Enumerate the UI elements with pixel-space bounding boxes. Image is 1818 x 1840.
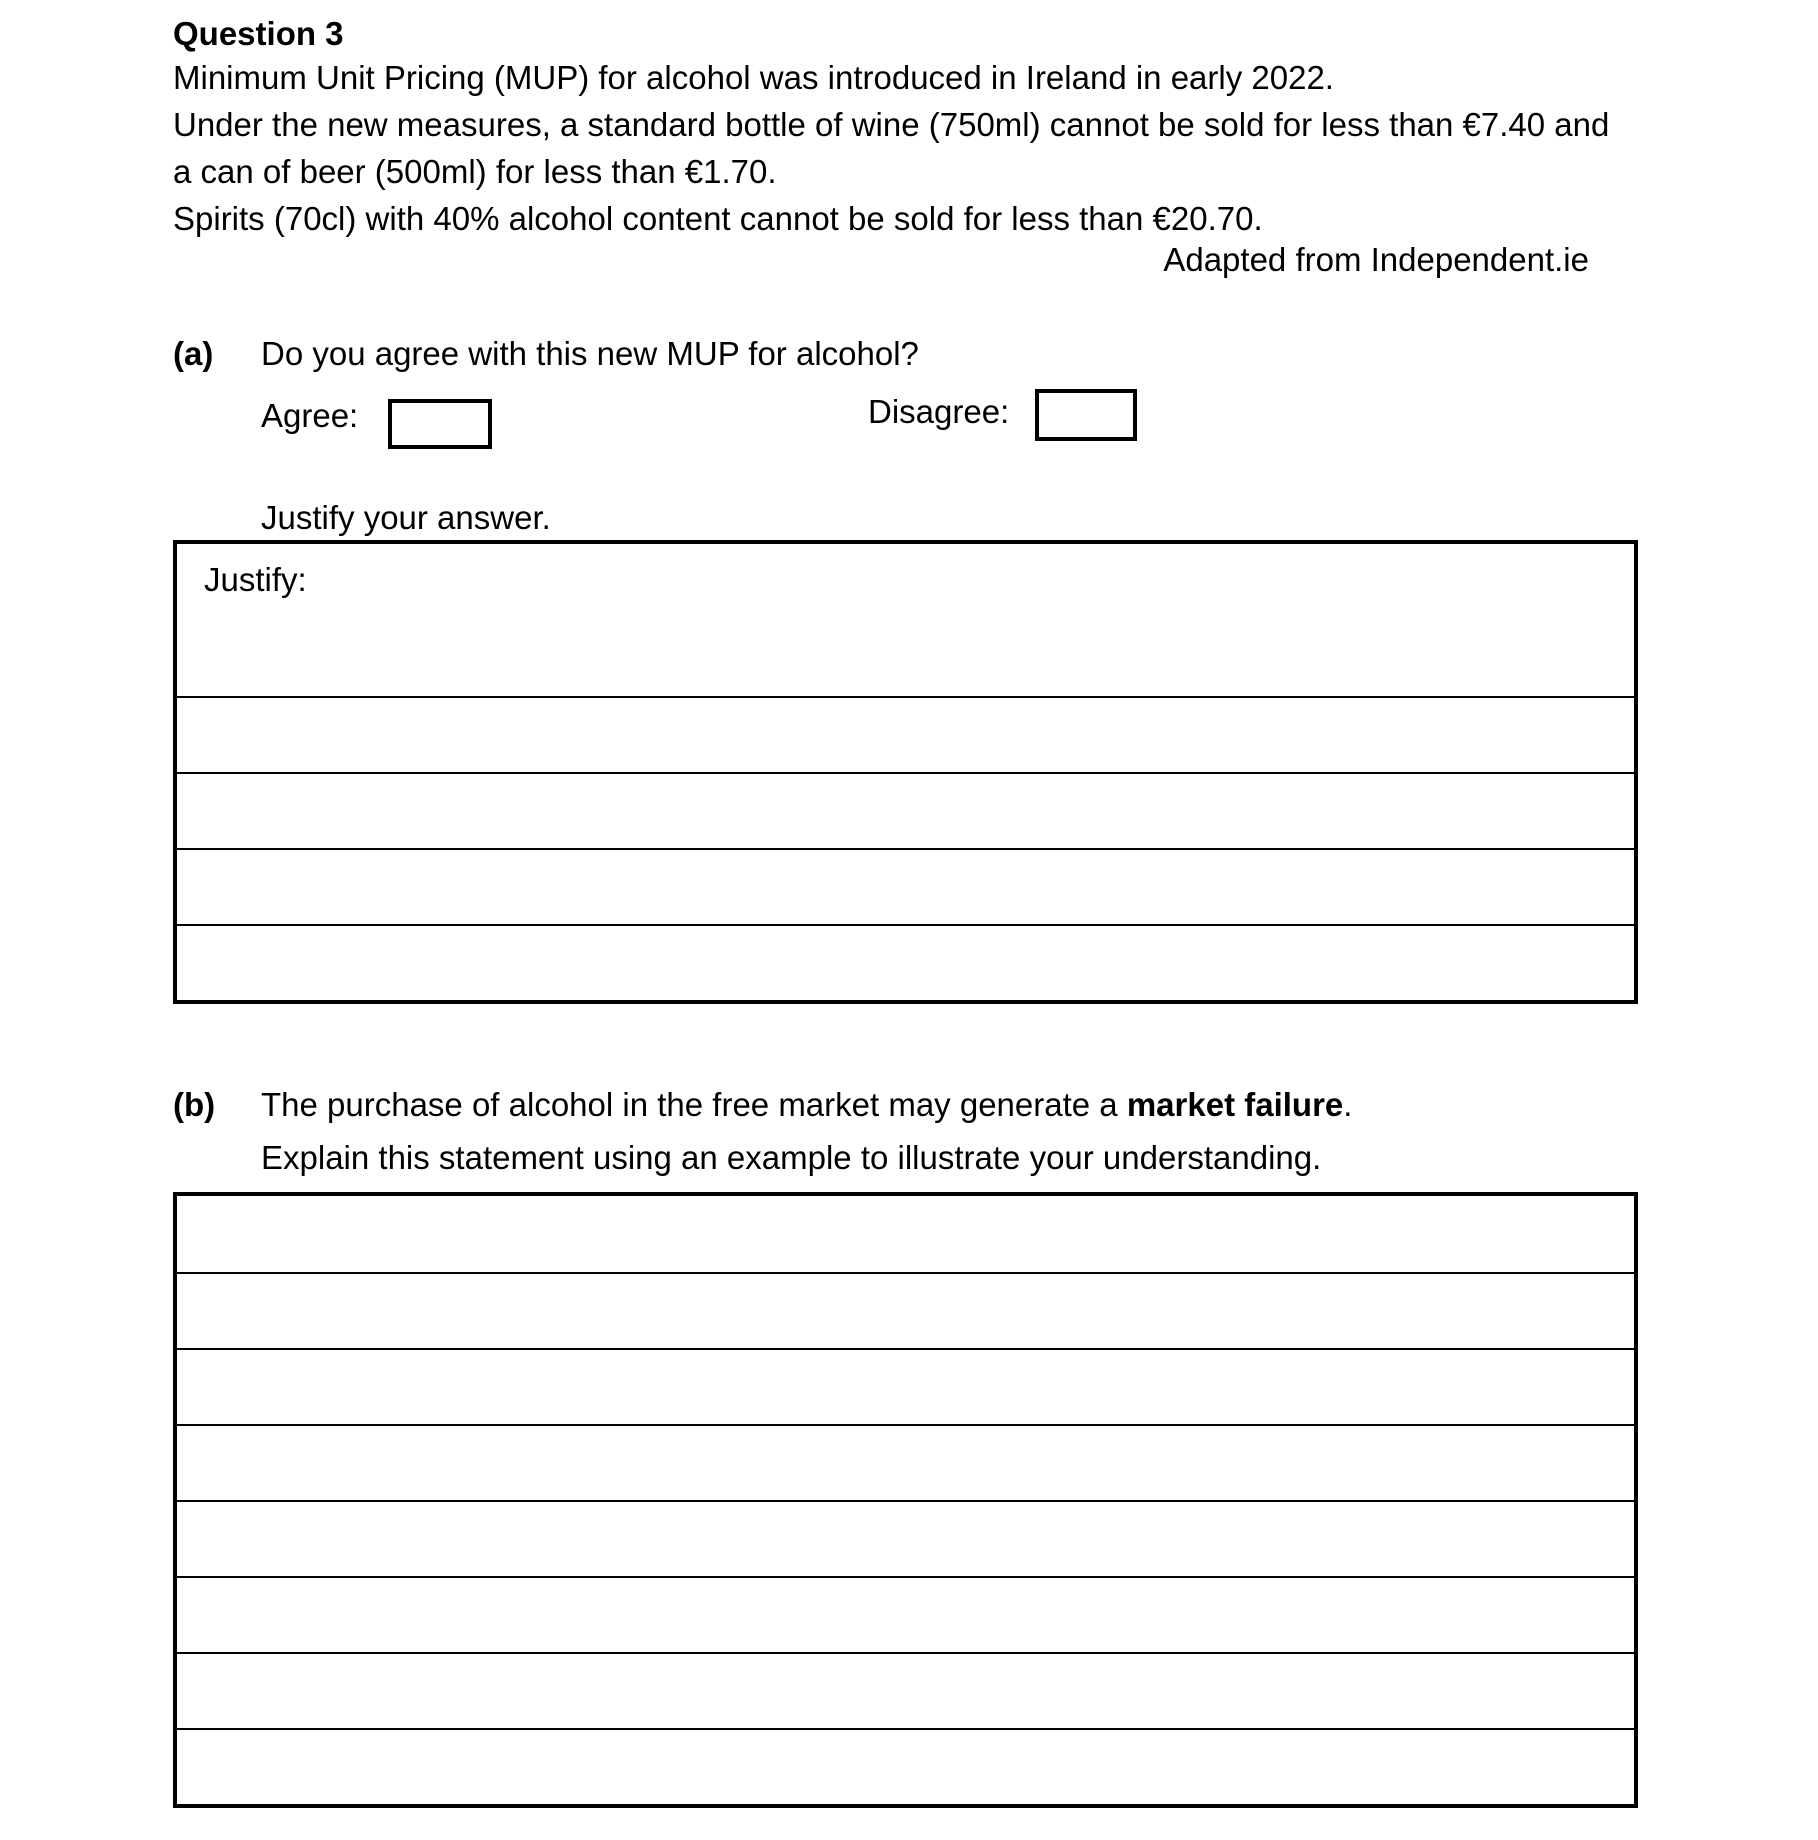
answer-line[interactable] xyxy=(177,1272,1634,1348)
answer-line[interactable] xyxy=(177,924,1634,1000)
intro-line: Minimum Unit Pricing (MUP) for alcohol was introduced in Ireland in early 2022. xyxy=(173,59,1334,96)
part-b-instruction: Explain this statement using an example to illustrate your understanding. xyxy=(261,1139,1322,1176)
answer-line[interactable] xyxy=(177,1576,1634,1652)
answer-line[interactable] xyxy=(177,1728,1634,1804)
part-a-question: Do you agree with this new MUP for alcohol? xyxy=(261,335,919,372)
answer-line[interactable] xyxy=(177,772,1634,848)
part-b-statement-bold: market failure xyxy=(1126,1086,1344,1123)
intro-line: Under the new measures, a standard bottle of wine (750ml) cannot be sold for less than €7.40 and xyxy=(173,106,1610,143)
answer-line[interactable] xyxy=(177,848,1634,924)
part-b-statement-prefix: The purchase of alcohol in the free market may generate a xyxy=(261,1086,1127,1123)
part-a-label: (a) xyxy=(173,335,214,372)
part-b-answer-table xyxy=(173,1192,1638,1808)
part-b-statement-suffix: . xyxy=(1343,1086,1353,1123)
justify-prompt: Justify your answer. xyxy=(261,499,551,536)
answer-line[interactable] xyxy=(177,1500,1634,1576)
intro-line: Spirits (70cl) with 40% alcohol content cannot be sold for less than €20.70. xyxy=(173,200,1263,237)
intro-paragraph xyxy=(173,54,1673,242)
answer-line[interactable] xyxy=(177,1196,1634,1272)
part-b-table-rows xyxy=(177,1196,1634,1804)
answer-line[interactable] xyxy=(177,696,1634,772)
disagree-checkbox[interactable] xyxy=(1035,389,1137,441)
justify-table-rows xyxy=(177,620,1634,1000)
page-title: Question 3 xyxy=(173,15,344,52)
agree-label: Agree: xyxy=(261,397,359,434)
answer-line[interactable] xyxy=(177,1652,1634,1728)
answer-line[interactable] xyxy=(177,1424,1634,1500)
justify-table-header[interactable]: Justify: xyxy=(204,561,307,598)
part-b-label: (b) xyxy=(173,1086,216,1123)
source-attribution: Adapted from Independent.ie xyxy=(1163,241,1589,278)
part-b-statement xyxy=(261,1081,1352,1128)
answer-line[interactable] xyxy=(177,620,1634,696)
intro-line: a can of beer (500ml) for less than €1.70. xyxy=(173,153,777,190)
disagree-label: Disagree: xyxy=(868,393,1010,430)
agree-checkbox[interactable] xyxy=(388,399,492,449)
justify-answer-table xyxy=(173,540,1638,1004)
answer-line[interactable] xyxy=(177,1348,1634,1424)
